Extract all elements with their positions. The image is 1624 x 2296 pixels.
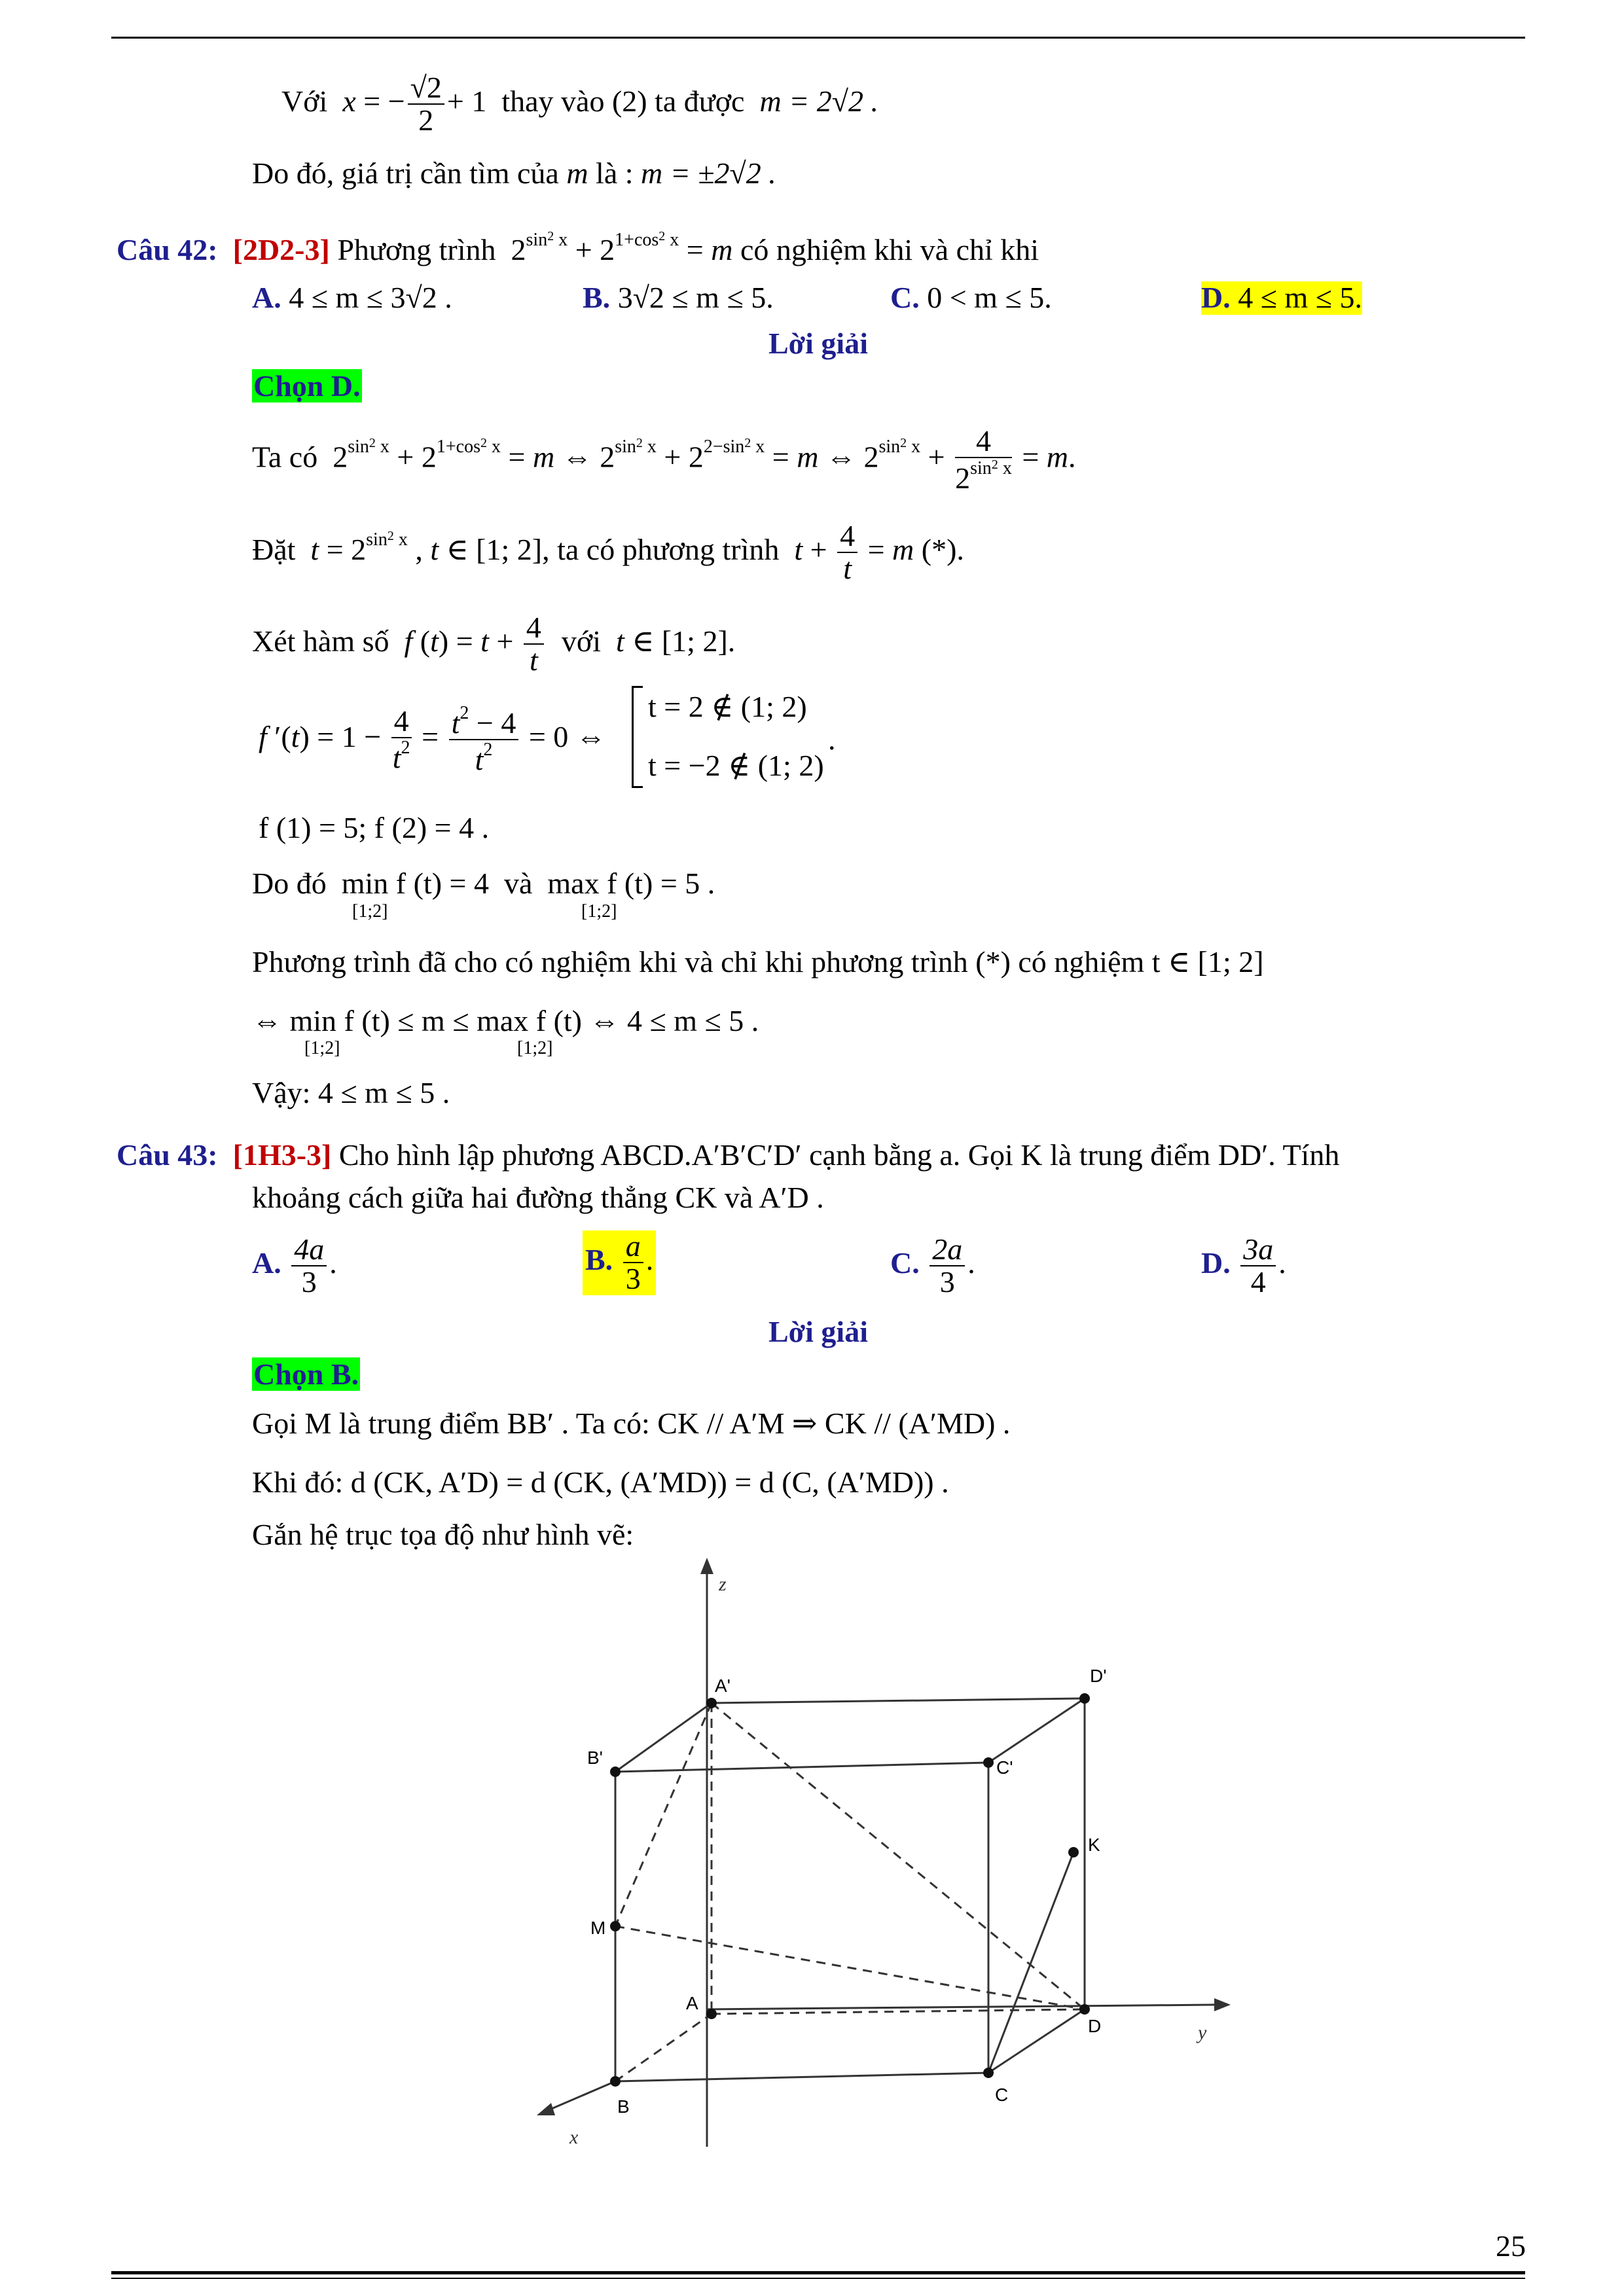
q43-opt-c-num: 2a [929, 1234, 965, 1266]
q43-opt-b-num: a [623, 1230, 643, 1263]
q42-dodo-line [252, 867, 715, 901]
q42-text-post: có nghiệm khi và chỉ khi [740, 233, 1039, 266]
cube-figure [511, 1558, 1296, 2147]
q42-choice-label: Chọn D. [253, 369, 361, 403]
line2-prefix: Do đó, giá trị cần tìm của [252, 156, 559, 190]
xet-label: Xét hàm số [252, 624, 389, 658]
edge-B1C1 [615, 1763, 988, 1772]
point-D [1079, 2004, 1090, 2015]
q43-opt-b-den: 3 [625, 1262, 641, 1296]
q42-vay: Vậy: 4 ≤ m ≤ 5 . [252, 1076, 450, 1109]
q43-text2: khoảng cách giữa hai đường thẳng CK và A′D . [252, 1181, 824, 1214]
option-a-text: 4 ≤ m ≤ 3√2 . [289, 281, 452, 314]
label-C1: C' [996, 1757, 1013, 1778]
dodo-pre: Do đó [252, 867, 327, 900]
q42-choice [252, 370, 362, 403]
case-bracket [632, 686, 643, 788]
label-C: C [995, 2085, 1009, 2105]
label-A1: A' [715, 1676, 731, 1696]
edge-A1D1 [712, 1698, 1085, 1703]
q43-text1: Cho hình lập phương ABCD.A′B′C′D′ cạnh bằng a. Gọi K là trung điểm DD′. Tính [338, 1138, 1340, 1172]
label-B: B [617, 2096, 630, 2117]
label-M: M [590, 1918, 606, 1938]
option-c-letter: C. [890, 281, 920, 314]
option-c-text: 0 < m ≤ 5. [927, 281, 1052, 314]
point-M [610, 1921, 621, 1931]
q42-header: Câu 42: [2D2-3] Phương trình $2^{sin^2 x} + 2^{1+cos^2 x} = m$ có nghiệm khi và chỉ khi [117, 229, 1039, 266]
edge-AD [712, 2009, 1085, 2014]
q42-values: f (1) = 5; f (2) = 4 . [259, 811, 490, 844]
q43-opt-b-letter: B. [585, 1242, 613, 1276]
page-number: 25 [1496, 2229, 1526, 2263]
point-A [706, 2009, 717, 2019]
point-B [610, 2076, 621, 2087]
label-x: x [569, 2126, 579, 2147]
equiv-min-range: [1;2] [304, 1038, 340, 1058]
dodo-min-range: [1;2] [352, 901, 388, 922]
segment-A1D [712, 1703, 1085, 2009]
q43-opt-a-den: 3 [301, 1265, 317, 1299]
xet-mid: với [561, 624, 602, 658]
q43-choice [252, 1358, 360, 1391]
q42-label: Câu 42: [117, 233, 218, 266]
q43-opt-c-den: 3 [939, 1265, 955, 1299]
q43-option-b: B. $\frac{a}{3}$ . [583, 1230, 656, 1295]
option-b-letter: B. [583, 281, 611, 314]
line1-mid: thay vào (2) ta được [501, 84, 745, 118]
q42-taco-line: Ta có $2^{sin^2 x} + 2^{1+cos^2 x} = m$ ⇔ $2^{sin^2 x} + 2^{2-sin^2 x} = m$ ⇔ $2^{sin^2 x}$ + $\frac{4}{2^{sin^2 x}}$ = m. [252, 424, 1076, 495]
dat-label: Đặt [252, 532, 296, 566]
q42-option-d [1201, 281, 1362, 315]
label-y: y [1198, 2022, 1207, 2043]
y-arrow-icon [1214, 1998, 1231, 2011]
q43-opt-a-num: 4a [291, 1234, 327, 1266]
q43-opt-c-letter: C. [890, 1246, 920, 1280]
point-D1 [1079, 1693, 1090, 1704]
q42-tag: [2D2-3] [232, 233, 330, 266]
q42-solution-title: Lời giải [768, 327, 868, 360]
case-2: t = −2 ∉ (1; 2) [648, 749, 824, 782]
line1-prefix: Với [281, 84, 328, 118]
q42-text-pre: Phương trình [337, 233, 496, 266]
option-b-text: 3√2 ≤ m ≤ 5. [617, 281, 774, 314]
dodo-max: max f (t) = 5 . [547, 867, 715, 900]
q42-dat-line: Đặt $t = 2^{sin^2 x}$ , t ∈ [1; 2], ta có phương trình t + $\frac{4}{t}$ = m (*). [252, 519, 964, 586]
q43-option-a: A. $\frac{4a}{3}$ . [252, 1232, 337, 1299]
edge-BA [615, 2014, 712, 2081]
q42-option-c [890, 281, 1052, 315]
point-A1 [706, 1698, 717, 1708]
edge-BC [615, 2073, 988, 2081]
top-rule [111, 37, 1525, 39]
bottom-rule [111, 2271, 1525, 2274]
q42-equiv-line: ⇔ min f (t) ≤ m ≤ max f (t) ⇔ 4 ≤ m ≤ 5 . [252, 1004, 759, 1037]
point-B1 [610, 1767, 621, 1777]
dodo-min: min f (t) = 4 [341, 867, 489, 900]
q43-line3: Gắn hệ trục tọa độ như hình vẽ: [252, 1518, 634, 1551]
bottom-rule-thin [111, 2278, 1525, 2279]
x-arrow-icon [537, 2103, 555, 2115]
line2-mid: là : [596, 156, 634, 190]
option-a-letter: A. [252, 281, 281, 314]
block1-line1: Với x = − $\frac{√2}{2}$ + 1 thay vào (2) ta được m = 2√2 . [281, 71, 878, 137]
option-d-text: 4 ≤ m ≤ 5. [1238, 281, 1363, 314]
line2-result: m = ±2√2 . [641, 156, 776, 190]
x-axis [550, 2081, 615, 2109]
z-arrow-icon [700, 1558, 713, 1574]
option-d-letter: D. [1201, 281, 1231, 314]
q42-pt-line: Phương trình đã cho có nghiệm khi và chỉ khi phương trình (*) có nghiệm t ∈ [1; 2] [252, 945, 1264, 978]
q43-header [117, 1139, 1339, 1172]
equiv-max-range: [1;2] [517, 1038, 553, 1058]
label-K: K [1088, 1835, 1100, 1855]
edge-CD [988, 2009, 1085, 2073]
segment-CK [988, 1852, 1074, 2073]
dat-mid: , ta có phương trình [542, 532, 780, 566]
q43-opt-a-letter: A. [252, 1246, 281, 1280]
label-D1: D' [1090, 1666, 1107, 1686]
dodo-and: và [503, 867, 533, 900]
taco-label: Ta có [252, 440, 318, 474]
block1-line2 [252, 157, 776, 190]
q43-option-c: C. $\frac{2a}{3}$ . [890, 1232, 975, 1299]
point-K [1068, 1847, 1079, 1857]
dodo-max-range: [1;2] [581, 901, 617, 922]
q42-derivative-line: f ′(t) = 1 − $\frac{4}{t^2}$ = $\frac{t^2 - 4}{t^2}$ = 0 ⇔ [259, 703, 606, 777]
label-B1: B' [587, 1748, 604, 1768]
q42-option-b [583, 281, 774, 315]
q43-option-d: D. $\frac{3a}{4}$ . [1201, 1232, 1286, 1299]
q42-xet-line: Xét hàm số f (t) = t + $\frac{4}{t}$ với t ∈ [1; 2]. [252, 611, 736, 677]
edge-C1D1 [988, 1698, 1085, 1763]
q43-line1: Gọi M là trung điểm BB′ . Ta có: CK // A′M ⇒ CK // (A′MD) . [252, 1407, 1011, 1440]
case-period: . [828, 723, 836, 756]
label-A: A [686, 1993, 698, 2013]
q43-label: Câu 43: [117, 1138, 218, 1172]
q42-option-a [252, 281, 452, 315]
label-z: z [719, 1573, 727, 1595]
q43-line2: Khi đó: d (CK, A′D) = d (CK, (A′MD)) = d (C, (A′MD)) . [252, 1465, 949, 1499]
q43-tag: [1H3-3] [232, 1138, 332, 1172]
q43-opt-d-num: 3a [1240, 1234, 1276, 1266]
q43-choice-label: Chọn B. [253, 1357, 359, 1391]
line2-var: m [566, 156, 588, 190]
point-C1 [983, 1757, 994, 1768]
line1-result: m = 2√2 . [759, 84, 878, 118]
point-C [983, 2068, 994, 2078]
q43-opt-d-letter: D. [1201, 1246, 1231, 1280]
label-D: D [1088, 2016, 1102, 2036]
q43-opt-d-den: 4 [1250, 1265, 1266, 1299]
y-axis-front [707, 2005, 1214, 2009]
case-1: t = 2 ∉ (1; 2) [648, 690, 807, 723]
q43-solution-title: Lời giải [768, 1315, 868, 1348]
